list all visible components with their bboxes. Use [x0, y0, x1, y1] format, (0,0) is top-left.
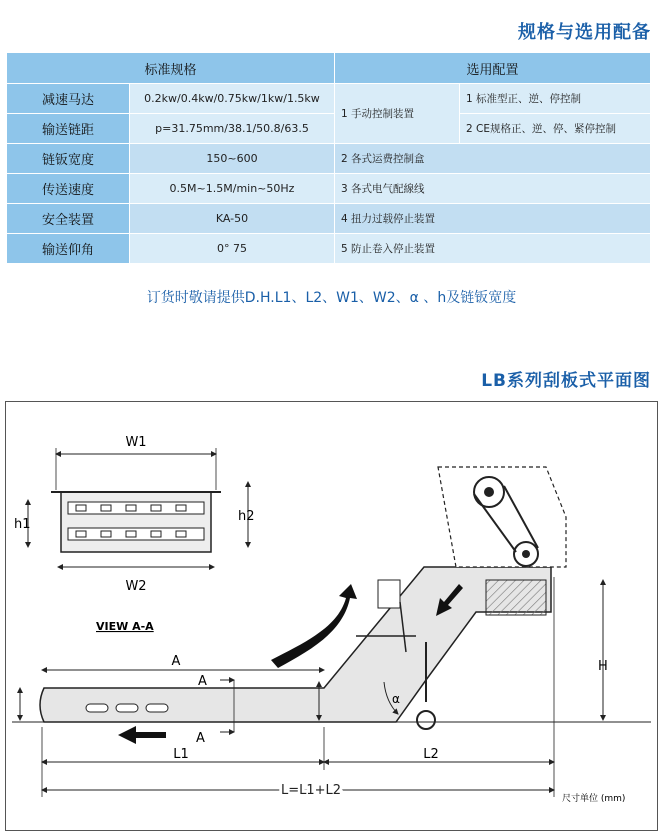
row-label: 安全装置 — [7, 204, 130, 234]
h2-label: h2 — [238, 509, 255, 524]
h-label: H — [598, 659, 608, 674]
table-row — [7, 204, 651, 234]
w1-label: W1 — [125, 435, 147, 450]
header-standard: 标准规格 — [7, 53, 335, 84]
l2-label: L2 — [423, 747, 439, 762]
row-label: 链钣宽度 — [7, 144, 130, 174]
table-row — [7, 144, 651, 174]
row-option: 3 各式电气配線线 — [335, 174, 651, 204]
row-value: KA-50 — [130, 204, 335, 234]
drawing-frame — [5, 401, 658, 831]
spec-section-title: 规格与选用配备 — [518, 22, 651, 43]
discharge-arrow — [118, 726, 166, 744]
option-sub-1: 1 标准型正、逆、停控制 — [460, 84, 651, 114]
option-manual-control: 1 手动控制装置 — [335, 84, 460, 144]
table-row — [7, 174, 651, 204]
row-label: 输送仰角 — [7, 234, 130, 264]
row-value: p=31.75mm/38.1/50.8/63.5 — [130, 114, 335, 144]
row-value: 150~600 — [130, 144, 335, 174]
spec-table — [6, 52, 651, 264]
row-label: 减速马达 — [7, 84, 130, 114]
w2-label: W2 — [125, 579, 147, 594]
flow-arrow-up — [271, 584, 357, 668]
a-label-low: A — [196, 731, 205, 746]
conveyor-drawing — [6, 402, 657, 830]
row-value: 0.5M~1.5M/min~50Hz — [130, 174, 335, 204]
header-options: 选用配置 — [335, 53, 651, 84]
row-label: 传送速度 — [7, 174, 130, 204]
h1-label: h1 — [14, 517, 31, 532]
table-row — [7, 234, 651, 264]
table-row — [7, 114, 651, 144]
row-option: 2 各式运费控制盒 — [335, 144, 651, 174]
option-sub-2: 2 CE规格正、逆、停、紧停控制 — [460, 114, 651, 144]
unit-label: 尺寸单位 (mm) — [562, 794, 626, 804]
row-value: 0° 75 — [130, 234, 335, 264]
row-label: 输送链距 — [7, 114, 130, 144]
table-row — [7, 84, 651, 114]
order-note: 订货时敬请提供D.H.L1、L2、W1、W2、α 、h及链钣宽度 — [146, 290, 517, 306]
drawing-section-title: LB系列刮板式平面图 — [481, 371, 651, 391]
l-total-label: L=L1+L2 — [280, 783, 342, 798]
row-value: 0.2kw/0.4kw/0.75kw/1kw/1.5kw — [130, 84, 335, 114]
a-label-top: A — [171, 654, 181, 669]
row-option: 5 防止卷入停止装置 — [335, 234, 651, 264]
l1-label: L1 — [173, 747, 189, 762]
alpha-label: α — [392, 692, 400, 706]
cross-section-view — [14, 435, 255, 633]
row-option: 4 扭力过载停止装置 — [335, 204, 651, 234]
a-label-mid: A — [198, 674, 207, 689]
view-aa-label: VIEW A-A — [96, 620, 154, 633]
